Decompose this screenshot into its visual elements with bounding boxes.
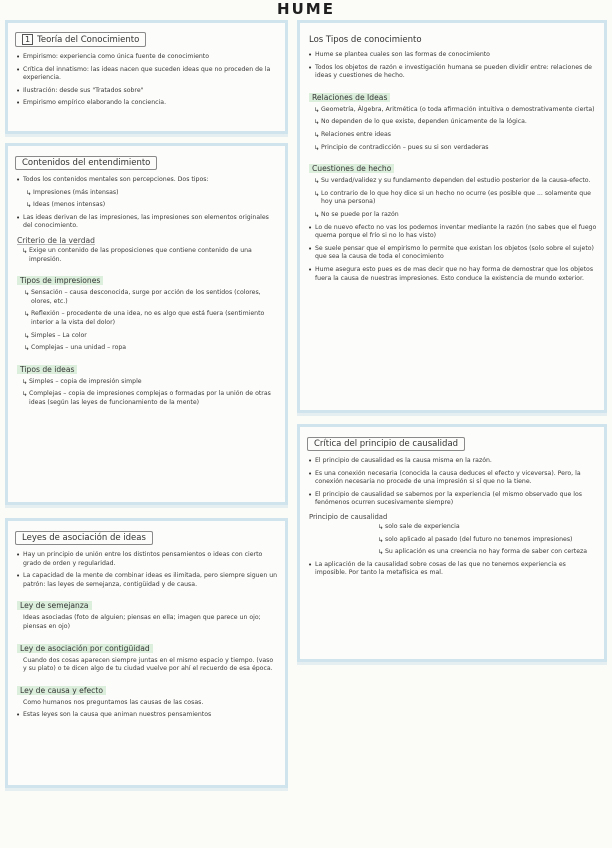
contents-heading: Contenidos del entendimiento [15, 156, 157, 170]
impression-types-list [15, 289, 278, 353]
list-item: ↳ No se puede por la razón [313, 211, 597, 220]
list-item: ↳ Ideas (menos intensas) [25, 201, 278, 210]
section-number: 1 [22, 34, 33, 45]
list-item: • Ilustración: desde sus "Tratados sobre" [15, 87, 278, 96]
knowledge-types-list [307, 51, 597, 81]
causality-principle-list [307, 523, 597, 578]
list-item: • Hay un principio de unión entre los distintos pensamientos o ideas con cierto grado de orden y regularidad. [15, 551, 278, 568]
list-item: • El principio de causalidad se sabemos por la experiencia (el mismo observado que los fenómenos ocurren sucesivamente siempre) [307, 491, 597, 508]
association-laws-list [15, 551, 278, 589]
relations-of-ideas-list [307, 106, 597, 152]
list-item: • Es una conexión necesaria (conocida la causa deduces el efecto y viceversa). Pero, la conexión necesaria no procede de una impresión si sí que no la tiene. [307, 470, 597, 487]
causality-critique-list [307, 457, 597, 508]
list-item: ↳ Complejas – una unidad – ropa [23, 344, 278, 353]
idea-types-heading: Tipos de ideas [17, 365, 77, 374]
list-item: ↳ Su aplicación es una creencia no hay forma de saber con certeza [377, 548, 597, 557]
list-item: • La capacidad de la mente de combinar ideas es ilimitada, pero siempre siguen un patrón: las leyes de semejanza, contigüidad y de causa. [15, 572, 278, 589]
knowledge-types-heading: Los Tipos de conocimiento [309, 35, 422, 45]
list-item: • Estas leyes son la causa que animan nuestros pensamientos [15, 711, 278, 720]
list-item: Como humanos nos preguntamos las causas de las cosas. [23, 698, 204, 706]
list-item: ↳ No dependen de lo que existe, dependen únicamente de la lógica. [313, 118, 597, 127]
list-item: • Las ideas derivan de las impresiones, las impresiones son elementos originales del conocimiento. [15, 214, 278, 231]
truth-criterion-list [15, 247, 278, 264]
list-item: ↳ Lo contrario de lo que hoy dice si un hecho no ocurre (es posible que ... solamente que hoy una persona) [313, 190, 597, 207]
list-item: ↳ solo aplicado al pasado (del futuro no tenemos impresiones) [377, 536, 597, 545]
causality-critique-heading: Crítica del principio de causalidad [307, 437, 465, 451]
cause-effect-law-heading: Ley de causa y efecto [17, 686, 106, 695]
list-item: • Crítica del innatismo: las ideas nacen que suceden ideas que no proceden de la experiencia. [15, 66, 278, 83]
similarity-law-heading: Ley de semejanza [17, 601, 92, 610]
list-item: ↳ Sensación – causa desconocida, surge por acción de los sentidos (colores, olores, etc.) [23, 289, 278, 306]
list-item: • Todos los contenidos mentales son percepciones. Dos tipos: [15, 176, 278, 185]
list-item: Cuando dos cosas aparecen siempre juntas en el mismo espacio y tiempo. (vaso y su plato) o te dicen algo de tu ciudad vuelve por ahí el recuerdo de esa época. [23, 656, 274, 673]
list-item: ↳ Reflexión – procedente de una idea, no es algo que está fuera (sentimiento interior a la vista del dolor) [23, 310, 278, 327]
impression-types-heading: Tipos de impresiones [17, 276, 103, 285]
list-item: ↳ Simples – La color [23, 332, 278, 341]
matters-of-fact-list [307, 177, 597, 219]
causality-principle-heading: Principio de causalidad [309, 512, 388, 521]
list-item: ↳ Principio de contradicción – pues su si son verdaderas [313, 144, 597, 153]
list-item: ↳ Simples – copia de impresión simple [21, 378, 278, 387]
list-item: • Se suele pensar que el empirismo lo permite que existan los objetos (solo sobre el sujeto) que sea la causa de toda el conocimiento [307, 245, 597, 262]
causality-critique-box [297, 424, 607, 662]
knowledge-extra-list [307, 224, 597, 284]
list-item: • Hume se plantea cuales son las formas de conocimiento [307, 51, 597, 60]
list-item: • Empirismo: experiencia como única fuente de conocimiento [15, 53, 278, 62]
idea-types-list [15, 378, 278, 408]
list-item: ↳ Geometría, Álgebra, Aritmética (o toda afirmación intuitiva o demostrativamente cierta) [313, 106, 597, 115]
cause-effect-law-list [15, 699, 278, 720]
truth-criterion-heading: Criterio de la verdad [17, 235, 96, 245]
list-item: • El principio de causalidad es la causa misma en la razón. [307, 457, 597, 466]
list-item: ↳ solo sale de experiencia [377, 523, 597, 532]
list-item: • Lo de nuevo efecto no vas los podemos inventar mediante la razón (no sabes que el fuego quema porque el frío si no lo has visto) [307, 224, 597, 241]
list-item: ↳ Impresiones (más intensas) [25, 189, 278, 198]
list-item: ↳ Relaciones entre ideas [313, 131, 597, 140]
relations-of-ideas-heading: Relaciones de Ideas [309, 93, 390, 102]
list-item: • Hume asegura esto pues es de mas decir que no hay forma de demostrar que los objetos fuera la causa de nuestras impresiones. Esto conduce la existencia de mundo exterior. [307, 266, 597, 283]
list-item: ↳ Complejas – copia de impresiones complejas o formadas por la unión de otras ideas (según las leyes de funcionamiento de la mente) [21, 390, 278, 407]
theory-of-knowledge-box [5, 20, 288, 134]
matters-of-fact-heading: Cuestiones de hecho [309, 164, 394, 173]
contents-understanding-box [5, 143, 288, 505]
list-item: • Todos los objetos de razón e investigación humana se pueden dividir entre: relaciones de ideas y cuestiones de hecho. [307, 64, 597, 81]
similarity-law-list [15, 614, 278, 631]
list-item: Ideas asociadas (foto de alguien; piensas en ella; imagen que parece un ojo; piensas en ojo) [23, 614, 261, 630]
contents-list [15, 176, 278, 231]
list-item: • Empirismo empírico elaborando la conciencia. [15, 99, 278, 108]
list-item: ↳ Exige un contenido de las proposiciones que contiene contenido de una impresión. [21, 247, 278, 264]
page-title: HUME [277, 0, 335, 18]
contiguity-law-list [15, 657, 278, 674]
knowledge-types-box [297, 20, 607, 413]
list-item: • La aplicación de la causalidad sobre cosas de las que no tenemos experiencia es imposible. Por tanto la metafísica es mal. [307, 561, 597, 578]
association-laws-box [5, 518, 288, 788]
theory-heading [15, 32, 146, 47]
list-item: ↳ Su verdad/validez y su fundamento dependen del estudio posterior de la causa-efecto. [313, 177, 597, 186]
theory-list [15, 53, 278, 108]
contiguity-law-heading: Ley de asociación por contigüidad [17, 644, 153, 653]
theory-title: Teoría del Conocimiento [37, 35, 140, 45]
association-laws-heading: Leyes de asociación de ideas [15, 531, 153, 545]
